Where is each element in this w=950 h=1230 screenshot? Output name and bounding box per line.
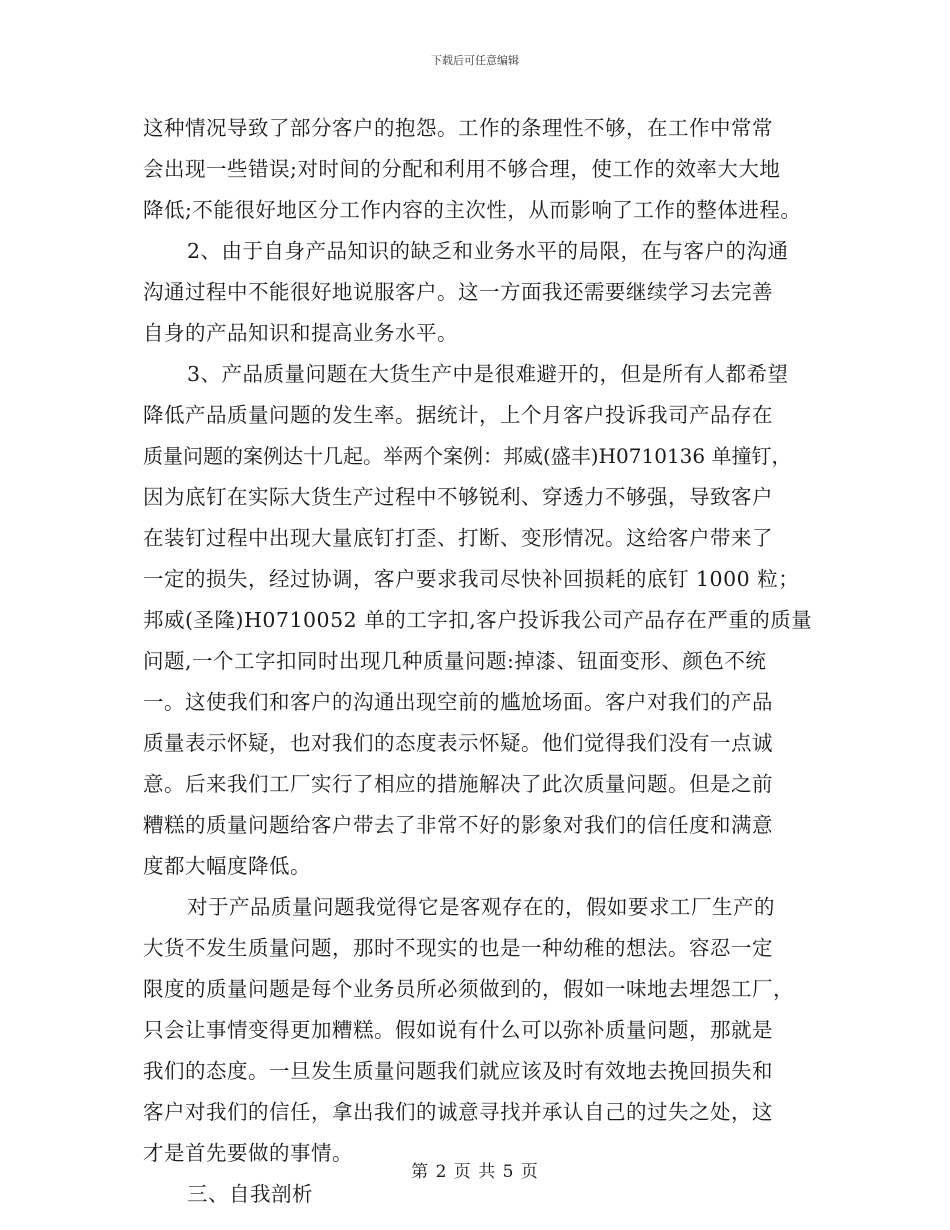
- text-line: 因为底钉在实际大货生产过程中不够锐利、穿透力不够强，导致客户: [143, 485, 773, 509]
- text-line: 邦威(圣隆)H0710052 单的工字扣,客户投诉我公司产品存在严重的质量: [143, 608, 813, 632]
- text-line: 三、自我剖析: [187, 1182, 313, 1206]
- page-header: 下载后可任意编辑: [431, 54, 519, 67]
- text-line: 2、由于自身产品知识的缺乏和业务水平的局限，在与客户的沟通: [187, 239, 789, 263]
- text-line: 降低产品质量问题的发生率。据统计，上个月客户投诉我司产品存在: [143, 403, 773, 427]
- text-line: 沟通过程中不能很好地说服客户。这一方面我还需要继续学习去完善: [143, 280, 773, 304]
- text-line: 一定的损失，经过协调，客户要求我司尽快补回损耗的底钉 1000 粒；: [143, 567, 800, 591]
- text-line: 度都大幅度降低。: [143, 854, 311, 878]
- text-line: 降低;不能很好地区分工作内容的主次性，从而影响了工作的整体进程。: [143, 198, 802, 222]
- document-body: [143, 108, 823, 1215]
- text-line: 才是首先要做的事情。: [143, 1141, 353, 1165]
- text-line: 糟糕的质量问题给客户带去了非常不好的影象对我们的信任度和满意: [143, 813, 773, 837]
- text-line: 质量表示怀疑，也对我们的态度表示怀疑。他们觉得我们没有一点诚: [143, 731, 773, 755]
- text-line: 客户对我们的信任，拿出我们的诚意寻找并承认自己的过失之处，这: [143, 1100, 773, 1124]
- text-line: 会出现一些错误;对时间的分配和利用不够合理，使工作的效率大大地: [143, 157, 781, 181]
- text-line: 3、产品质量问题在大货生产中是很难避开的，但是所有人都希望: [187, 362, 789, 386]
- page-number: 第 2 页 共 5 页: [411, 1162, 539, 1182]
- text-line: 对于产品质量问题我觉得它是客观存在的，假如要求工厂生产的: [187, 895, 775, 919]
- text-line: 问题,一个工字扣同时出现几种质量问题:掉漆、钮面变形、颜色不统: [143, 649, 767, 673]
- text-line: 大货不发生质量问题，那时不现实的也是一种幼稚的想法。容忍一定: [143, 936, 773, 960]
- text-line: 在装钉过程中出现大量底钉打歪、打断、变形情况。这给客户带来了: [143, 526, 773, 550]
- text-line: 这种情况导致了部分客户的抱怨。工作的条理性不够，在工作中常常: [143, 116, 773, 140]
- text-line: 一。这使我们和客户的沟通出现空前的尴尬场面。客户对我们的产品: [143, 690, 773, 714]
- text-line: 自身的产品知识和提高业务水平。: [143, 321, 458, 345]
- text-line: 意。后来我们工厂实行了相应的措施解决了此次质量问题。但是之前: [143, 772, 773, 796]
- text-line: 我们的态度。一旦发生质量问题我们就应该及时有效地去挽回损失和: [143, 1059, 773, 1083]
- text-line: 质量问题的案例达十几起。举两个案例：邦威(盛丰)H0710136 单撞钉，: [143, 444, 792, 468]
- text-line: 只会让事情变得更加糟糕。假如说有什么可以弥补质量问题，那就是: [143, 1018, 773, 1042]
- text-line: 限度的质量问题是每个业务员所必须做到的，假如一味地去埋怨工厂，: [143, 977, 794, 1001]
